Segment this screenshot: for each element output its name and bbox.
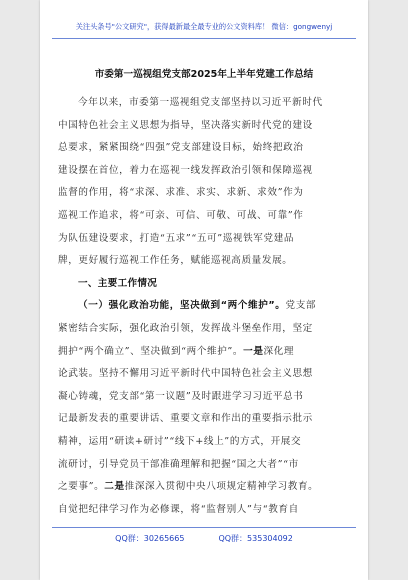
line-text: 深化理 — [263, 345, 295, 357]
footer-qq-group-2: QQ群：535304092 — [218, 534, 293, 543]
subsection-lead-text: 党支部 — [285, 300, 317, 312]
paragraph-line: 流研讨，引导党员干部准确理解和把握“国之大者”“市 — [58, 458, 299, 470]
paragraph-line: 精神，运用“研读+研讨”“线下+线上”的方式，开展交 — [58, 435, 302, 447]
paragraph-line: 监督的作用，将“求深、求准、求实、求新、求效”作为 — [58, 187, 304, 199]
item-marker: 二是 — [104, 481, 125, 493]
subsection-heading-text: （一）强化政治功能，坚决做到“两个维护”。 — [78, 300, 286, 312]
document-body — [58, 92, 356, 521]
paragraph-line: 巡视工作追求，将“可亲、可信、可敬、可战、可靠”作 — [58, 209, 304, 221]
paragraph-line: 中国特色社会主义思想为指导，坚决落实新时代党的建设 — [58, 119, 313, 131]
document-title: 市委第一巡视组党支部2025年上半年党建工作总结 — [94, 69, 314, 80]
paragraph-line: 总要求，紧紧围绕“四强”党支部建设目标，始终把政治 — [58, 142, 304, 154]
subsection-heading — [58, 295, 356, 318]
section-heading: 一、主要工作情况 — [78, 277, 158, 289]
footer — [40, 533, 368, 544]
paragraph-line — [58, 476, 356, 499]
item-marker: 一是 — [243, 345, 264, 357]
document-page — [40, 0, 368, 580]
paragraph-line: 论武装。坚持不懈用习近平新时代中国特色社会主义思想 — [58, 368, 313, 380]
header-banner: 关注头条号"公文研究"，获得最新最全最专业的公文资料库！ 微信：gongwenyj — [75, 22, 333, 31]
paragraph-line — [58, 341, 356, 364]
paragraph-line: 牌，更好履行巡视工作任务，赋能巡视高质量发展。 — [58, 255, 293, 267]
paragraph-line: 记最新发表的重要讲话、重要文章和作出的重要指示批示 — [58, 413, 313, 425]
paragraph-line: 为队伍建设要求，打造“五求”“五可”巡视铁军党建品 — [58, 232, 295, 244]
line-text: 推深深入贯彻中央八项规定精神学习教育。 — [124, 481, 319, 493]
footer-qq-group-1: QQ群：30265665 — [115, 534, 185, 543]
paragraph-line: 紧密结合实际，强化政治引领，发挥战斗堡垒作用，坚定 — [58, 322, 313, 334]
header-divider — [52, 38, 356, 39]
paragraph-line: 凝心铸魂，党支部“第一议题”及时跟进学习习近平总书 — [58, 390, 304, 402]
paragraph-line: 建设摆在首位，着力在巡视一线发挥政治引领和保障巡视 — [58, 164, 313, 176]
paragraph-line: 自觉把纪律学习作为必修课，将“监督别人”与“教育自 — [58, 503, 299, 515]
line-text: 拥护“两个确立”、坚决做到“两个维护”。 — [58, 345, 244, 357]
footer-divider — [52, 527, 356, 528]
paragraph-line: 今年以来，市委第一巡视组党支部坚持以习近平新时代 — [78, 97, 323, 108]
line-text: 之要事”。 — [58, 481, 105, 493]
